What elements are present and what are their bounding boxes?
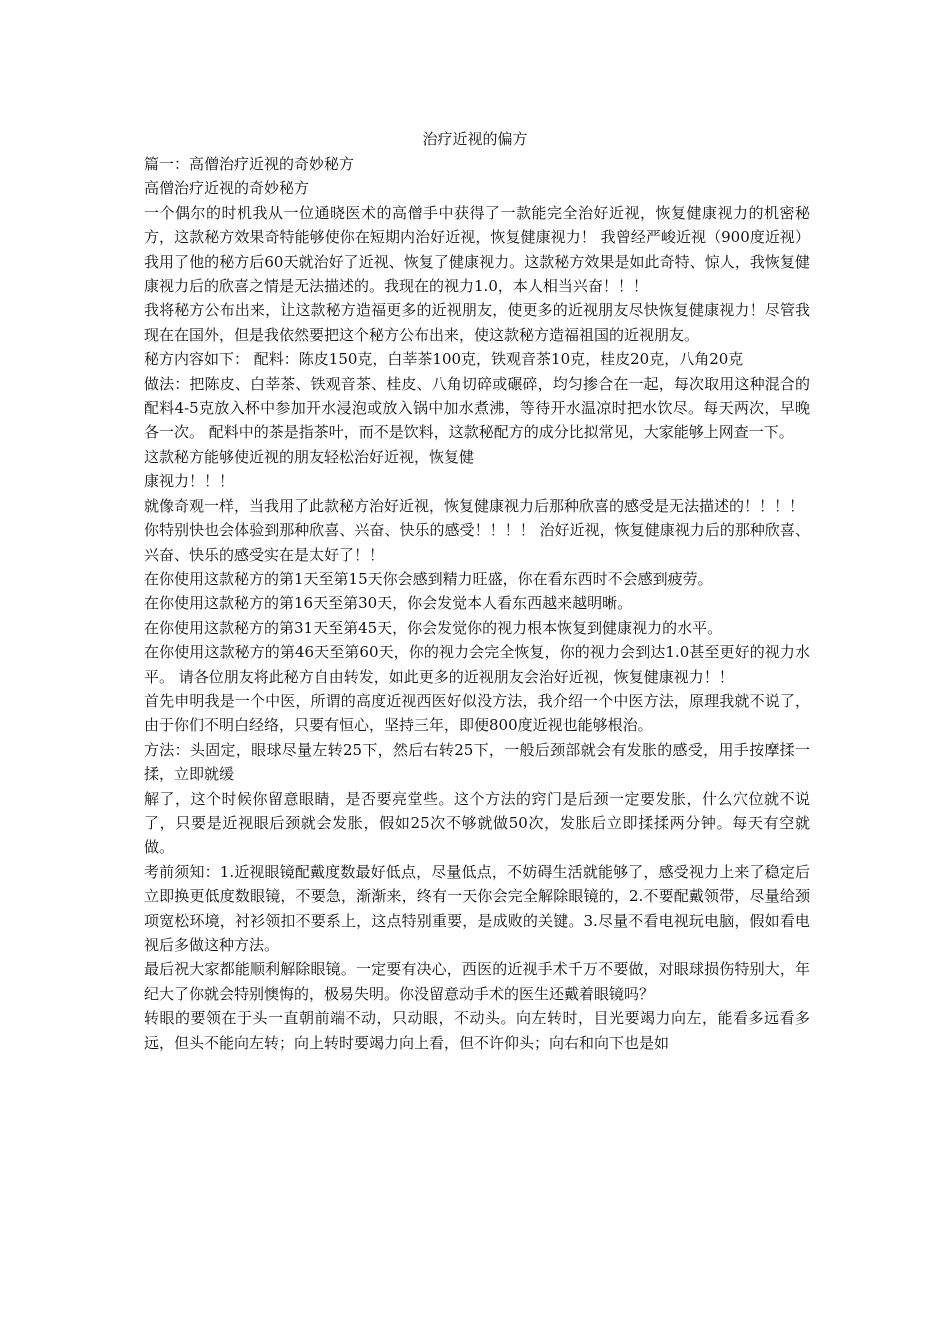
section-heading: 篇一：高僧治疗近视的奇妙秘方: [144, 155, 355, 173]
paragraph: 我将秘方公布出来，让这款秘方造福更多的近视朋友，使更多的近视朋友尽快恢复健康视力！尽管我现在在国外，但是我依然要把这个秘方公布出来，使这款秘方造福祖国的近视朋友。: [144, 301, 810, 344]
paragraph: 这款秘方能够使近视的朋友轻松治好近视，恢复健: [144, 447, 475, 466]
subheading: 高僧治疗近视的奇妙秘方: [144, 179, 310, 198]
paragraph: 在你使用这款秘方的第31天至第45天，你会发觉你的视力根本恢复到健康视力的水平。: [144, 618, 723, 637]
paragraph: 康视力！！！: [144, 472, 235, 491]
paragraph: 在你使用这款秘方的第46天至第60天，你的视力会完全恢复，你的视力会到达1.0甚至更好的视力水平。 请各位朋友将此秘方自由转发，如此更多的近视朋友会治好近视，恢复健康视力！！: [144, 643, 810, 686]
paragraph: 做法：把陈皮、白莘茶、铁观音茶、桂皮、八角切碎或碾碎，均匀掺合在一起，每次取用这种混合的配料4-5克放入杯中参加开水浸泡或放入锅中加水煮沸，等待开水温凉时把水饮尽。每天两次，早晚各一次。 配料中的茶是指茶叶，而不是饮料，这款秘配方的成分比拟常见，大家能够上网查一下。: [144, 374, 810, 442]
paragraph: 在你使用这款秘方的第1天至第15天你会感到精力旺盛，你在看东西时不会感到疲劳。: [144, 569, 713, 588]
paragraph: 首先申明我是一个中医，所谓的高度近视西医好似没方法，我介绍一个中医方法，原理我就不说了，由于你们不明白经络，只要有恒心，坚持三年，即便800度近视也能够根治。: [144, 691, 810, 735]
paragraph: 考前须知：1.近视眼镜配戴度数最好低点，尽量低点，不妨碍生活就能够了，感受视力上来了稳定后立即换更低度数眼镜，不要急，渐渐来，终有一天你会完全解除眼镜的，2.不要配戴领带，尽量给颈项宽松环境，衬衫领扣不要系上，这点特别重要，是成败的关键。3.尽量不看电视玩电脑，假如看电视后多做这种方法。: [144, 862, 810, 954]
paragraph: 转眼的要领在于头一直朝前端不动，只动眼，不动头。向左转时，目光要竭力向左，能看多远看多远，但头不能向左转；向上转时要竭力向上看，但不许仰头；向右和向下也是如: [144, 1009, 810, 1052]
paragraph: 你特别快也会体验到那种欣喜、兴奋、快乐的感受！！！！ 治好近视，恢复健康视力后的那种欣喜、兴奋、快乐的感受实在是太好了！！: [144, 521, 810, 564]
paragraph: 解了，这个时候你留意眼睛，是否要亮堂些。这个方法的窍门是后颈一定要发胀，什么穴位就不说了，只要是近视眼后颈就会发胀，假如25次不够就做50次，发胀后立即揉揉两分钟。每天有空就做。: [144, 789, 810, 857]
paragraph: 最后祝大家都能顺利解除眼镜。一定要有决心，西医的近视手术千万不要做，对眼球损伤特别大，年纪大了你就会特别懊悔的，极易失明。你没留意动手术的医生还戴着眼镜吗？: [144, 960, 810, 1003]
paragraph: 秘方内容如下： 配料：陈皮150克，白莘茶100克，铁观音茶10克，桂皮20克，八角20克: [144, 350, 744, 369]
paragraph: 就像奇观一样，当我用了此款秘方治好近视，恢复健康视力后那种欣喜的感受是无法描述的！！！！: [144, 496, 805, 515]
paragraph: 一个偶尔的时机我从一位通晓医术的高僧手中获得了一款能完全治好近视，恢复健康视力的机密秘方，这款秘方效果奇特能够使你在短期内治好近视，恢复健康视力！ 我曾经严峻近视（900度近视）我用了他的秘方后60天就治好了近视、恢复了健康视力。这款秘方效果是如此奇特、惊人，我恢复健康视力后的欣喜之情是无法描述的。我现在的视力1.0，本人相当兴奋！！！: [144, 203, 810, 296]
paragraph: 在你使用这款秘方的第16天至第30天，你会发觉本人看东西越来越明晰。: [144, 594, 633, 613]
document-title: 治疗近视的偏方: [422, 130, 528, 148]
paragraph: 方法：头固定，眼球尽量左转25下，然后右转25下，一般后颈部就会有发胀的感受，用手按摩揉一揉，立即就缓: [144, 740, 810, 784]
document-body: [144, 152, 810, 1055]
